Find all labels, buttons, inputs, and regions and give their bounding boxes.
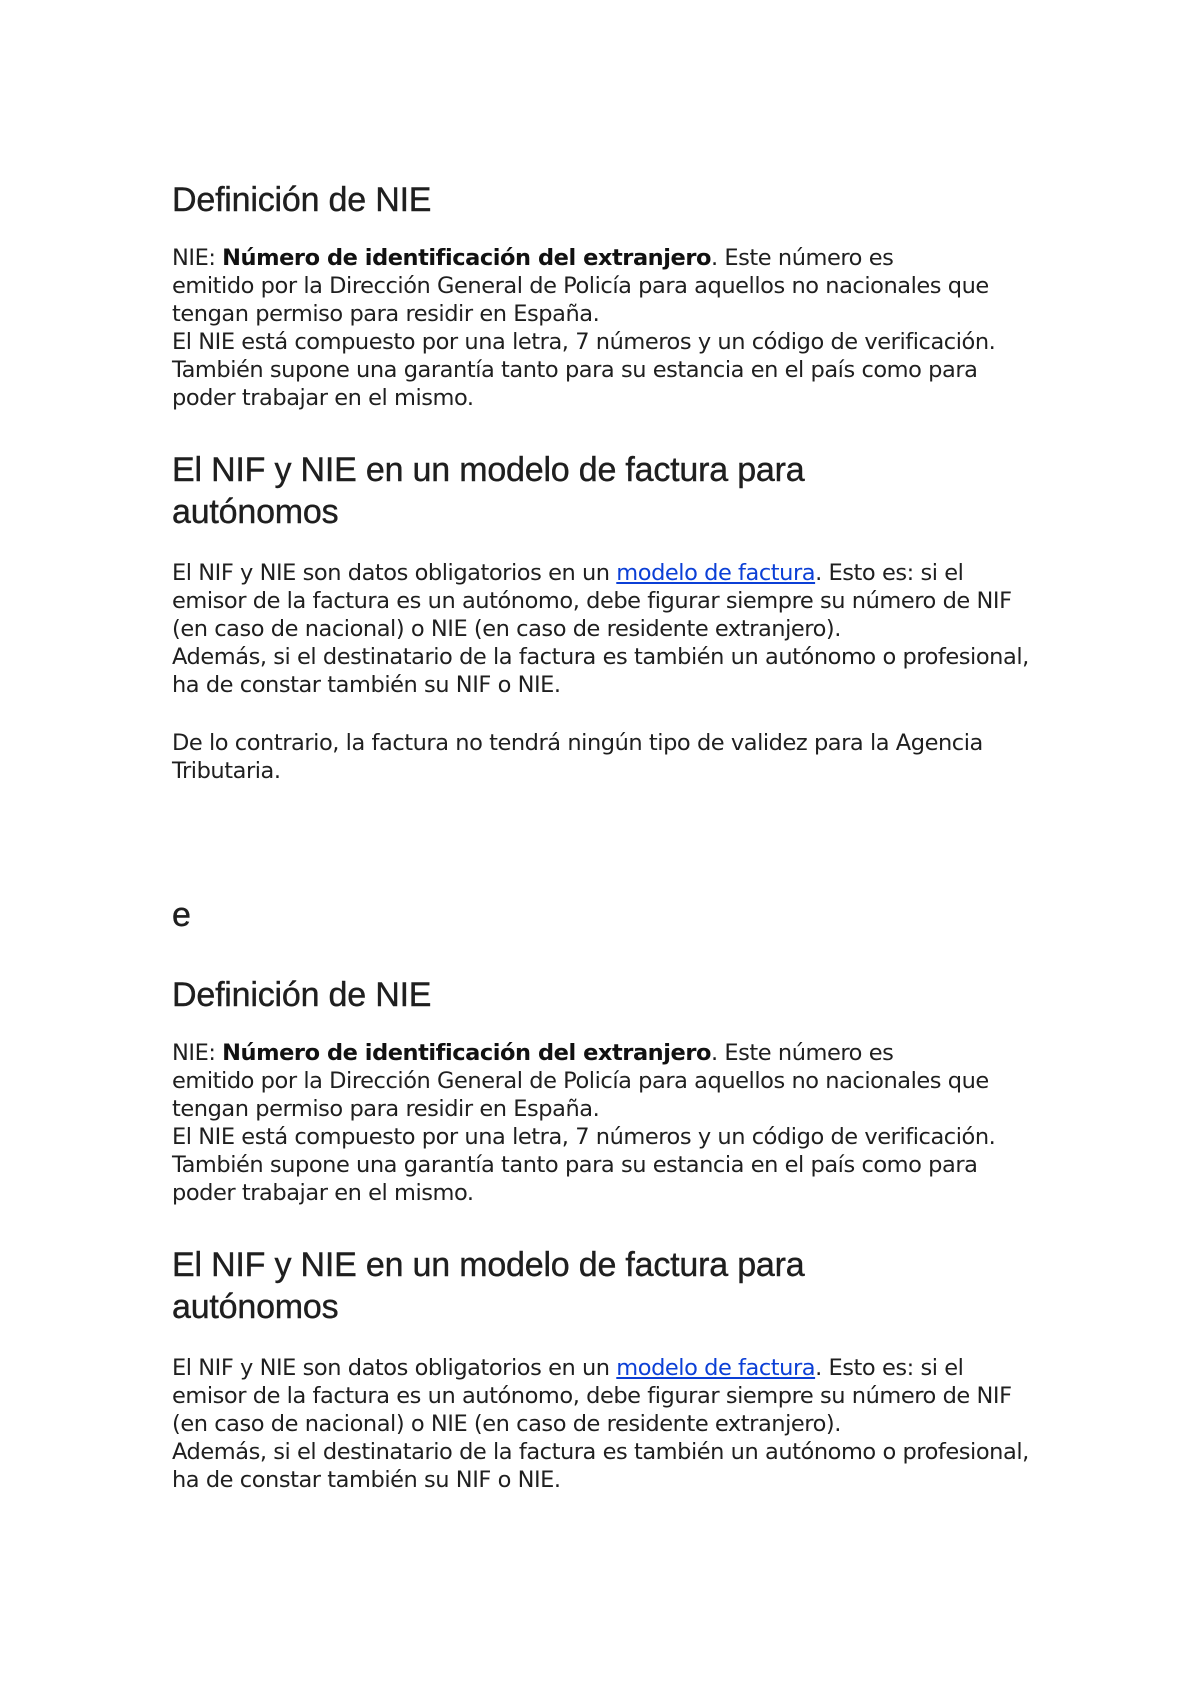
heading-nif-nie-invoice [172, 449, 1052, 533]
nif-invoice-line-1 [172, 559, 1052, 587]
nif-repeat-line1-prefix: El NIF y NIE son datos obligatorios en un [172, 1355, 617, 1381]
nif-invoice-repeat-line-3: (en caso de nacional) o NIE (en caso de residente extranjero). [172, 1411, 841, 1437]
section-nif-nie-invoice-repeat [172, 1244, 1052, 1328]
nif-invoice-line-4: Además, si el destinatario de la factura es también un autónomo o profesional, [172, 644, 1029, 670]
nie-definition-repeat-line-1 [172, 1039, 1052, 1067]
nif-invoice-repeat-line-1 [172, 1354, 1052, 1382]
nif-invoice-para-2 [172, 729, 1052, 785]
section-nif-nie-invoice [172, 449, 1052, 533]
nif-invoice-para2-line-2: Tributaria. [172, 758, 281, 784]
heading-nif-line-1: El NIF y NIE en un modelo de factura para [172, 451, 805, 489]
nif-repeat-line1-rest: . Esto es: si el [815, 1355, 964, 1381]
nie-prefix: NIE: [172, 245, 223, 271]
nie-prefix-repeat: NIE: [172, 1040, 223, 1066]
separator [172, 896, 1052, 935]
nif-invoice-repeat-line-5: ha de constar también su NIF o NIE. [172, 1467, 561, 1493]
nie-definition-repeat-line-5: También supone una garantía tanto para su estancia en el país como para [172, 1152, 978, 1178]
section-nie-definition-repeat [172, 976, 1052, 1015]
modelo-de-factura-link[interactable]: modelo de factura [616, 560, 816, 586]
nie-definition-repeat-line-4: El NIE está compuesto por una letra, 7 números y un código de verificación. [172, 1124, 996, 1150]
nie-line1-rest: . Este número es [710, 245, 894, 271]
section-nie-definition [172, 181, 1052, 220]
nif-invoice-line-2: emisor de la factura es un autónomo, debe figurar siempre su número de NIF [172, 588, 1012, 614]
nie-definition-line-6: poder trabajar en el mismo. [172, 385, 474, 411]
nif-line1-rest: . Esto es: si el [815, 560, 964, 586]
heading-nif-repeat-line-1: El NIF y NIE en un modelo de factura para [172, 1246, 805, 1284]
heading-nif-nie-invoice-repeat [172, 1244, 1052, 1328]
nie-definition-line-5: También supone una garantía tanto para su estancia en el país como para [172, 357, 978, 383]
nie-definition-repeat-line-2: emitido por la Dirección General de Policía para aquellos no nacionales que [172, 1068, 989, 1094]
nie-definition-repeat-line-3: tengan permiso para residir en España. [172, 1096, 600, 1122]
nie-bold-term-repeat: Número de identificación del extranjero [222, 1040, 711, 1066]
modelo-de-factura-link-repeat[interactable]: modelo de factura [616, 1355, 816, 1381]
nif-invoice-line-5: ha de constar también su NIF o NIE. [172, 672, 561, 698]
nif-invoice-repeat-line-4: Además, si el destinatario de la factura es también un autónomo o profesional, [172, 1439, 1029, 1465]
nie-definition-line-3: tengan permiso para residir en España. [172, 301, 600, 327]
nie-definition-line-2: emitido por la Dirección General de Policía para aquellos no nacionales que [172, 273, 989, 299]
nie-definition-line-4: El NIE está compuesto por una letra, 7 números y un código de verificación. [172, 329, 996, 355]
nif-invoice-body-repeat [172, 1354, 1052, 1494]
heading-nie-definition-repeat: Definición de NIE [172, 976, 432, 1014]
heading-nif-repeat-line-2: autónomos [172, 1288, 339, 1326]
nif-invoice-para2-line-1: De lo contrario, la factura no tendrá ningún tipo de validez para la Agencia [172, 730, 983, 756]
nie-definition-repeat-line-6: poder trabajar en el mismo. [172, 1180, 474, 1206]
nie-line1-rest-repeat: . Este número es [710, 1040, 894, 1066]
nie-definition-body [172, 244, 1052, 412]
heading-nie-definition: Definición de NIE [172, 181, 432, 219]
nie-bold-term: Número de identificación del extranjero [222, 245, 711, 271]
nie-definition-body-repeat [172, 1039, 1052, 1207]
nie-definition-line-1 [172, 244, 1052, 272]
separator-letter: e [172, 896, 191, 934]
nif-line1-prefix: El NIF y NIE son datos obligatorios en un [172, 560, 617, 586]
heading-nif-line-2: autónomos [172, 493, 339, 531]
nif-invoice-body [172, 559, 1052, 699]
nif-invoice-repeat-line-2: emisor de la factura es un autónomo, debe figurar siempre su número de NIF [172, 1383, 1012, 1409]
nif-invoice-line-3: (en caso de nacional) o NIE (en caso de residente extranjero). [172, 616, 841, 642]
